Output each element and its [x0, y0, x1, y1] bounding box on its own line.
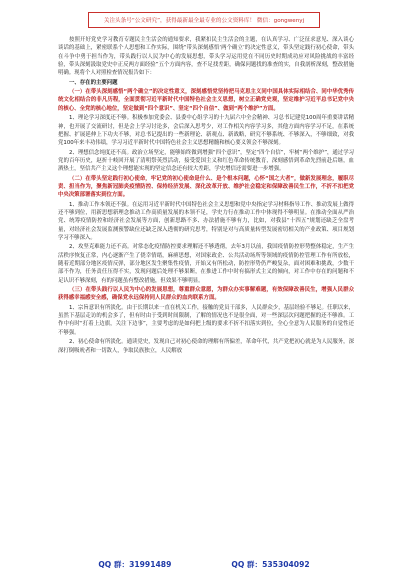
body-paragraph: 1、推动工作本领还不强。在运用习近平新时代中国特色社会主义思想和党中央指定学习材料指导工作、推动发展上做得还不够到位，用新思想新理念推动工作高质量发展的本领不足，学史力行在推动工作中体现得不够明显。在推动全面从严治党、统筹疫情防控和经济社会发展等方面，创新思路不多、办法措施不够有力，比如，对我县“十四五”规划还缺乏全盘考量，对经济社会发展监测预警缺位还缺乏深入透彻的研究思考，特别是对与高质量转型发展密切相关的产业政策、项目规划学习不够深入。 — [58, 201, 354, 241]
body-paragraph: 2、理想信念纯度还不高。政治立场坚定，能够始终做到增强“四个意识”，坚定“四个自信”，牢树“两个维护”，通过学习党的百年历史，赵折十岐回开展了清明祭英烈活动，接受爱国主义和红色革命传统教育，深刻感悟到革命先烈前赴后继，血洒热土，坚信共产主义这个理想能实现的坚定信念还有较大差距，学史增信还需要进一步增强。 — [58, 149, 354, 173]
header-banner: 关注头条号“公文研究”，获得最新最全最专业的公文资料库！ 微信：gongwenyj — [88, 12, 320, 28]
qq-group-1: QQ 群：31991489 — [98, 559, 172, 569]
intro-paragraph: 按照开好党史学习教育专题民主生活会的通知要求，我紧扣民主生活会的主题，在认真学习、广泛征求意见、深入谈心谈话的基础上，紧密联系个人思想和工作实际，围绕“带头深刻感悟‘两个确立’的决定性意义，带头坚定践行初心使命，带头在斗争中勇于担当作为，带头践行以人民为中心的发展思想，带头学习运用党在不同历史时期成功应对风险挑战的丰富经验，带头深刻汲取党史中正反两方面经验”五个方面内容，查不足找差距，确保问题找的准查的实，自我剖析深刻，整改措施明确。现将个人对照检查情况报告如下： — [58, 37, 354, 77]
qq-group-2: QQ 群：535304092 — [231, 559, 310, 569]
body-paragraph: 1、理论学习深度还不够。积极参加党委会、县委中心组学习的十九届六中全会精神、习总书记建党100周年重要讲话精神，也开展了交流研讨，但是会上学习讨论多，会后深入思考少，对工作相关内容学习多，其他方面内容学习不足，在系统把握、扩展延伸上下功夫不够，对总书记提出的一些新理论、新观点、新战略，研究不够系统、不够深入，不够细致，对我党100年来丰功伟绩，学习习近平新时代中国特色社会主义思想精髓和核心要义领会不够深刻。 — [58, 115, 354, 147]
subsection-heading: （一）在带头深刻感悟“两个确立”的决定性意义，深刻感悟党坚持把马克思主义同中国具体实际相结合、同中华优秀传统文化相结合的非凡历程，全面贯彻习近平新时代中国特色社会主义思想，树立正确党史观，坚定维护习近平总书记党中央的核心、全党的核心地位，坚定做到“四个意识”、坚定“四个自信”、做到“两个维护”方面。 — [58, 89, 354, 112]
body-paragraph: 1、宗旨意识有所淡化。由于长期以来一直在机关工作，接触的党员干部多，人民群众少，基层经验不够足。任职以来，虽然下基层走访的机会多了，但有时由于受到时间限制，了解的情况也不是很全面，对一些深层次问题把握的还不够准。工作中有时“打着上边旗，关注下边事”，主要考虑的是如何把上级的要求不折不扣落实到位，全心全意为人民服务的自觉性还不够强。 — [58, 304, 354, 336]
footer-contact — [0, 556, 408, 572]
subsection-heading: （三）在带头践行以人民为中心的发展思想，尊重群众意愿，为群众办实事解难题，有效保障改善民生，增强人民群众获得感幸福感安全感，确保党永远保持同人民群众的血肉联系方面。 — [58, 287, 354, 302]
body-paragraph: 2、攻坚克难能力还不高。对常态化疫情防控要求理解还不够透彻，去年3月以前，我国疫情防控形势整体稳定，生产生活秩序恢复正常，内心逐渐产生了侥幸情绪，麻痹思想，对国家政企、公共活动场所等领域的疫情防控管理工作有所放松，随着近期部分地区疫情反弹，部分地区发生聚集性疫情，开始又有所松动，防控形势仍严峻复杂，面对困难和挑战，少数干部不作为，任务责任压得不实，发现问题后处理不够果断，在推进工作中时有搞形式主义的倾向，对工作中存在的问题和不足认识不够深刻，有的问题虽有整改措施，但效果不够明显。 — [58, 244, 354, 284]
subsection-heading: （二）在带头坚定践行初心使命，牢记党的初心使命是什么、是个根本问题，心怀“国之大者”，做新发展理念，履职尽责、担当作为，聚焦新冠肺炎疫情防控、保持经济发展、深化改革开放、维护社会稳定和保障改善民生工作，不折不扣把党中央决策部署落实到位方面。 — [58, 175, 354, 199]
body-paragraph: 2、初心使命有所淡化。通读党史，发现自己对初心使命的理解有所偏差，革命年代，共产党把初心就是为人民服务，深深打倒吸吮者和一切敌人，争取民族独立，人民解放 — [58, 339, 354, 354]
document-body — [58, 36, 354, 550]
section-heading: 一、存在的主要问题 — [69, 79, 118, 86]
